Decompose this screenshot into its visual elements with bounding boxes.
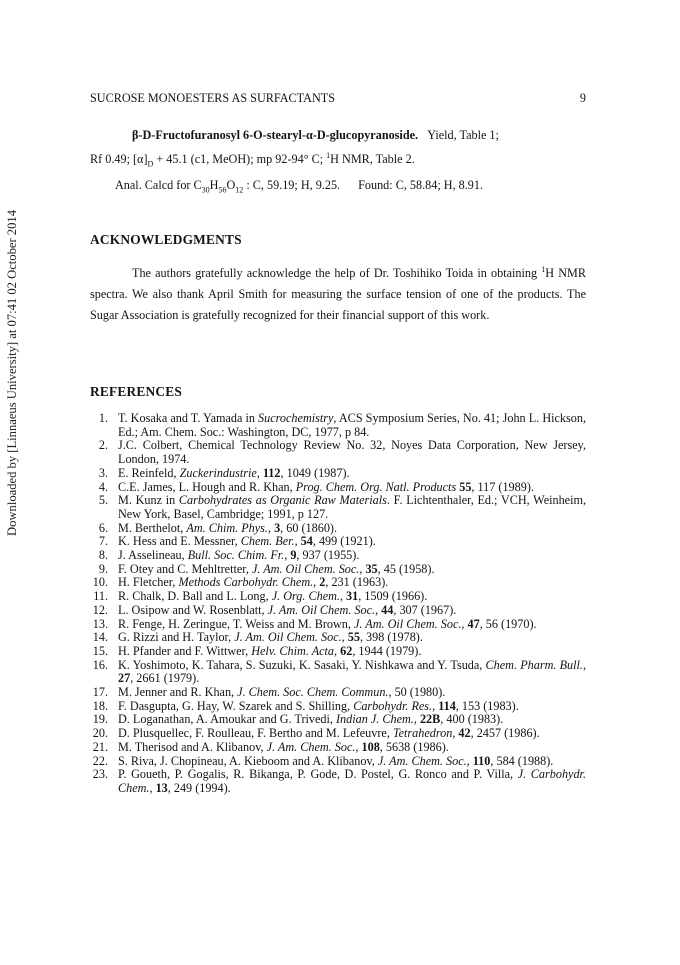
reference-volume: 13 [155, 780, 168, 795]
reference-text [108, 700, 586, 714]
compound-rf: Rf 0.49; [90, 151, 130, 166]
reference-item [90, 563, 586, 577]
reference-text-segment: , 56 (1970). [479, 616, 537, 631]
reference-text [108, 522, 586, 536]
reference-text-segment: , [341, 630, 348, 645]
download-watermark [2, 90, 22, 655]
analysis-prefix: Anal. Calcd for C [115, 177, 202, 192]
download-notice: Downloaded by [Linnaeus University] at 07:41 02 October 2014 [4, 209, 19, 536]
reference-volume: 55 [459, 479, 472, 494]
reference-number: 11. [93, 589, 108, 604]
reference-text [108, 713, 586, 727]
reference-text [108, 604, 586, 618]
reference-text-segment: , [432, 698, 439, 713]
reference-text [108, 439, 586, 466]
reference-source: J. Am. Oil Chem. Soc. [234, 630, 342, 645]
reference-volume: 22B [419, 712, 441, 727]
reference-text [108, 768, 586, 795]
reference-item [90, 700, 586, 714]
reference-source: Am. Chim. Phys. [186, 520, 268, 535]
reference-volume: 110 [472, 753, 491, 768]
reference-source: J. Am. Oil Chem. Soc. [267, 602, 376, 617]
reference-source: J. Am. Oil Chem. Soc. [353, 616, 462, 631]
reference-text-segment: M. Jenner and R. Khan, [118, 685, 238, 700]
reference-text-segment: D. Plusquellec, F. Roulleau, F. Bertho and M. Lefeuvre, [118, 726, 393, 741]
reference-text [108, 590, 586, 604]
reference-text-segment: , [452, 726, 459, 741]
reference-item [90, 727, 586, 741]
reference-source: Bull. Soc. Chim. Fr. [187, 548, 285, 563]
reference-source: Carbohydrates as Organic Raw Materials [178, 493, 387, 508]
reference-text-segment: K. Hess and E. Messner, [118, 534, 241, 549]
acknowledgments-body [90, 259, 586, 327]
reference-text-segment: P. Goueth, P. Gogalis, R. Bikanga, P. Gode, D. Postel, G. Ronco and P. Villa, [118, 767, 518, 782]
reference-text-segment: R. Chalk, D. Ball and L. Long, [118, 589, 272, 604]
reference-number: 8. [98, 548, 108, 563]
reference-number: 1. [98, 411, 108, 425]
reference-source: J. Am. Chem. Soc. [377, 753, 467, 768]
nmr-superscript: 1 [326, 150, 331, 160]
reference-number: 2. [98, 438, 108, 453]
reference-item [90, 755, 586, 769]
reference-text-segment: F. Otey and C. Mehltretter, [118, 561, 252, 576]
reference-text-segment: , 937 (1955). [296, 548, 360, 563]
reference-text [108, 481, 586, 495]
optical-rotation-value: + 45.1 (c1, MeOH); mp 92-94° C; [156, 151, 324, 166]
references-heading: REFERENCES [90, 384, 183, 399]
analysis-o-subscript: 12 [235, 184, 244, 194]
reference-text-segment: , [375, 602, 382, 617]
reference-number: 15. [92, 643, 108, 658]
reference-item [90, 604, 586, 618]
optical-rotation-subscript: D [147, 159, 154, 168]
reference-volume: 114 [438, 698, 456, 713]
reference-text-segment: C.E. James, L. Hough and R. Khan, [118, 479, 296, 494]
reference-item [90, 439, 586, 466]
reference-item [90, 713, 586, 727]
reference-text-segment: , 400 (1983). [440, 712, 504, 727]
compound-name: β-D-Fructofuranosyl 6-O-stearyl-α-D-glucopyranoside. [132, 128, 419, 142]
reference-number: 3. [98, 465, 108, 480]
reference-source: Zuckerindustrie [179, 465, 257, 480]
analysis-o: O [226, 177, 236, 192]
reference-source: Tetrahedron [392, 726, 453, 741]
reference-number: 4. [98, 479, 108, 494]
nmr-reference: H NMR, Table 2. [330, 151, 415, 166]
reference-volume: 3 [274, 520, 281, 535]
reference-source: J. Carbohydr. Chem. [118, 767, 586, 795]
optical-rotation-symbol: [α] [133, 151, 148, 166]
reference-text [108, 659, 586, 686]
analysis-calculated: : C, 59.19; H, 9.25. [246, 177, 341, 192]
reference-source: J. Org. Chem. [271, 589, 340, 604]
reference-text-segment: M. Berthelot, [118, 520, 187, 535]
reference-number: 12. [92, 602, 108, 617]
analysis-c-subscript: 30 [201, 184, 210, 194]
reference-number: 6. [98, 520, 108, 535]
reference-text [108, 645, 586, 659]
reference-source: Helv. Chim. Acta [251, 643, 335, 658]
reference-item [90, 590, 586, 604]
reference-text-segment: D. Loganathan, A. Amoukar and G. Trivedi, [118, 712, 336, 727]
reference-source: Methods Carbohydr. Chem. [178, 575, 314, 590]
reference-source: J. Chem. Soc. Chem. Commun. [237, 685, 389, 700]
reference-text-segment: , 231 (1963). [325, 575, 389, 590]
reference-text-segment: , [256, 465, 263, 480]
reference-text-segment: , 2457 (1986). [470, 726, 540, 741]
reference-text-segment: , 499 (1921). [312, 534, 376, 549]
reference-text-segment: , ACS Symposium Series, No. 41; John L. Hickson, Ed.; Am. Chem. Soc.: Washington, DC, 1977, p 84. [118, 411, 586, 439]
reference-text-segment: M. Therisod and A. Klibanov, [118, 739, 267, 754]
reference-source: Chem. Ber. [240, 534, 295, 549]
compound-yield: Yield, Table 1; [427, 128, 499, 142]
analysis-found: Found: C, 58.84; H, 8.91. [358, 177, 484, 192]
reference-volume: 2 [319, 575, 326, 590]
reference-text-segment: , [149, 780, 156, 795]
reference-text-segment: . F. Lichtenthaler, Ed.; VCH, Weinheim, New York, Basel, Cambridge; 1991, p 127. [118, 493, 586, 521]
reference-item [90, 481, 586, 495]
reference-source: Indian J. Chem. [336, 712, 414, 727]
analysis-h: H [209, 177, 219, 192]
reference-text [108, 755, 586, 769]
acknowledgments-text-start: The authors gratefully acknowledge the help of Dr. Toshihiko Toida in obtaining [132, 266, 538, 281]
compound-line-1 [90, 125, 586, 146]
reference-text-segment: H. Fletcher, [118, 575, 179, 590]
reference-item [90, 576, 586, 590]
page-number: 9 [579, 91, 586, 105]
reference-item [90, 645, 586, 659]
reference-text-segment: , 50 (1980). [388, 685, 446, 700]
reference-number: 20. [92, 726, 108, 741]
reference-item [90, 768, 586, 795]
reference-text-segment: , 5638 (1986). [379, 739, 449, 754]
reference-text-segment: M. Kunz in [118, 493, 179, 508]
reference-number: 18. [92, 698, 108, 713]
reference-text-segment: , [294, 534, 301, 549]
reference-number: 19. [92, 712, 108, 727]
reference-text-segment: F. Dasgupta, G. Hay, W. Szarek and S. Shilling, [118, 698, 354, 713]
reference-text-segment: , [313, 575, 320, 590]
reference-text [108, 412, 586, 439]
reference-number: 23. [92, 767, 108, 782]
reference-source: J. Am. Chem. Soc. [266, 739, 356, 754]
reference-text [108, 686, 586, 700]
reference-volume: 27 [118, 671, 131, 686]
reference-volume: 62 [340, 643, 353, 658]
reference-text-segment: J.C. Colbert, Chemical Technology Review No. 32, Noyes Data Corporation, New Jersey, London, 1974. [118, 438, 586, 467]
reference-item [90, 412, 586, 439]
reference-volume: 108 [361, 739, 380, 754]
reference-number: 14. [92, 630, 108, 645]
reference-item [90, 494, 586, 521]
reference-number: 9. [98, 561, 108, 576]
reference-text-segment: , [359, 561, 366, 576]
reference-text-segment: , 1049 (1987). [280, 465, 350, 480]
reference-number: 10. [92, 575, 108, 590]
reference-number: 5. [98, 493, 108, 508]
reference-text-segment: , [284, 548, 291, 563]
reference-item [90, 549, 586, 563]
reference-number: 17. [92, 685, 108, 700]
reference-item [90, 467, 586, 481]
reference-text-segment: , 153 (1983). [455, 698, 519, 713]
reference-text-segment: , 249 (1994). [167, 780, 231, 795]
reference-text [108, 618, 586, 632]
running-head-title: SUCROSE MONOESTERS AS SURFACTANTS [90, 91, 335, 105]
reference-text-segment: G. Rizzi and H. Taylor, [118, 630, 235, 645]
reference-text-segment: , 60 (1860). [280, 520, 338, 535]
reference-text-segment: R. Fenge, H. Zeringue, T. Weiss and M. Brown, [118, 616, 354, 631]
reference-text-segment: , 45 (1958). [377, 561, 435, 576]
reference-text-segment: , [339, 589, 347, 604]
reference-text-segment: , [355, 739, 362, 754]
reference-text-segment: , 307 (1967). [393, 602, 457, 617]
reference-number: 16. [92, 657, 108, 672]
reference-text [108, 563, 586, 577]
reference-text [108, 576, 586, 590]
acknowledgments-text-rest: H NMR spectra. We also thank April Smith for measuring the surface tension of one of the products. The Sugar Association is gratefully recognized for their financial support of this work. [90, 266, 586, 323]
reference-volume: 42 [458, 726, 471, 741]
reference-text [108, 727, 586, 741]
reference-text [108, 494, 586, 521]
reference-number: 22. [92, 753, 108, 768]
acknowledgments-heading: ACKNOWLEDGMENTS [90, 232, 242, 247]
reference-item [90, 618, 586, 632]
reference-text-segment: K. Yoshimoto, K. Tahara, S. Suzuki, K. Sasaki, Y. Nishkawa and Y. Tsuda, [118, 657, 486, 672]
reference-number: 21. [92, 739, 108, 754]
compound-line-2 [90, 146, 586, 175]
reference-source: J. Am. Oil Chem. Soc. [251, 561, 360, 576]
reference-text-segment: , [334, 643, 341, 658]
reference-source: Prog. Chem. Org. Natl. Products [295, 479, 457, 494]
reference-source: Carbohydr. Res. [353, 698, 433, 713]
reference-text-segment: , 1509 (1966). [358, 589, 428, 604]
running-head [90, 91, 586, 106]
reference-text-segment: S. Riva, J. Chopineau, A. Kieboom and A. Klibanov, [118, 753, 378, 768]
compound-analysis [90, 175, 586, 201]
reference-text-segment: , 398 (1978). [359, 630, 423, 645]
reference-item [90, 522, 586, 536]
reference-text-segment: , 584 (1988). [490, 753, 554, 768]
reference-volume: 55 [347, 630, 360, 645]
reference-text-segment: H. Pfander and F. Wittwer, [118, 643, 252, 658]
reference-volume: 47 [467, 616, 480, 631]
reference-text-segment: , [413, 712, 420, 727]
reference-text-segment: , [466, 753, 473, 768]
reference-text [108, 631, 586, 645]
reference-text-segment: , [461, 616, 468, 631]
reference-number: 13. [92, 616, 108, 631]
reference-source: Sucrochemistry [258, 411, 334, 425]
reference-text-segment: , 2661 (1979). [130, 671, 200, 686]
reference-text [108, 741, 586, 755]
reference-text-segment: , [582, 657, 586, 672]
reference-text-segment: T. Kosaka and T. Yamada in [118, 411, 259, 425]
reference-volume: 9 [290, 548, 297, 563]
reference-volume: 112 [262, 465, 281, 480]
reference-item [90, 535, 586, 549]
reference-volume: 44 [381, 602, 394, 617]
reference-item [90, 631, 586, 645]
reference-text-segment: , [267, 520, 275, 535]
reference-item [90, 659, 586, 686]
reference-number: 7. [98, 534, 108, 549]
reference-source: Chem. Pharm. Bull. [485, 657, 583, 672]
reference-volume: 54 [300, 534, 313, 549]
reference-volume: 35 [365, 561, 378, 576]
reference-list [90, 412, 586, 796]
reference-text-segment: L. Osipow and W. Rosenblatt, [118, 602, 268, 617]
reference-text [108, 549, 586, 563]
reference-text [108, 467, 586, 481]
compound-data [90, 125, 586, 200]
reference-volume: 31 [346, 589, 359, 604]
analysis-h-subscript: 56 [218, 184, 227, 194]
reference-text-segment: , 1944 (1979). [352, 643, 422, 658]
reference-text-segment: , 117 (1989). [471, 479, 534, 494]
acknowledgments-superscript: 1 [541, 265, 546, 274]
reference-text-segment: J. Asselineau, [118, 548, 188, 563]
reference-text-segment: E. Reinfeld, [118, 465, 180, 480]
reference-item [90, 741, 586, 755]
reference-text [108, 535, 586, 549]
reference-item [90, 686, 586, 700]
